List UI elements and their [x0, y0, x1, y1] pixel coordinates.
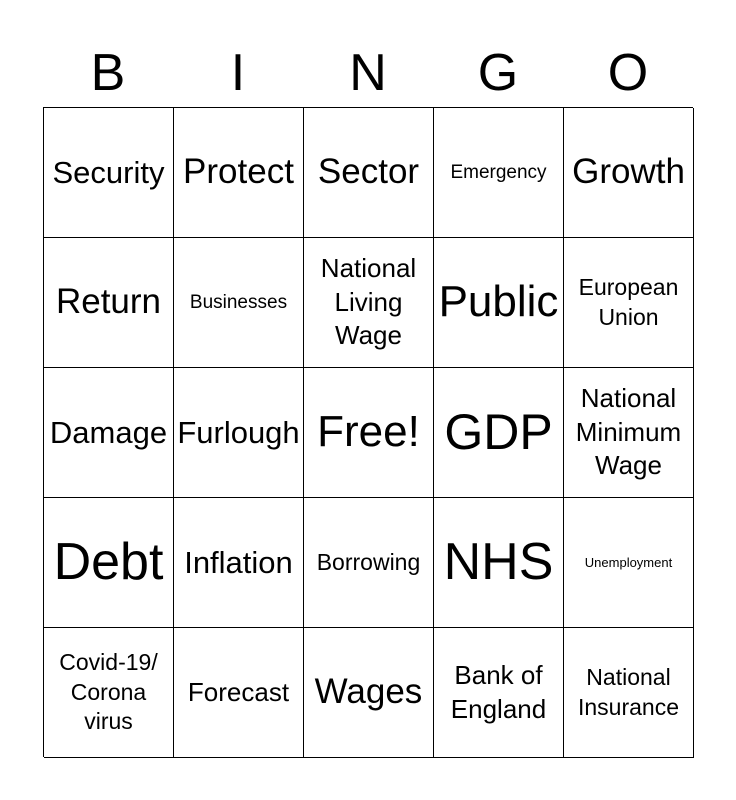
bingo-cell[interactable]: Protect [174, 108, 304, 238]
bingo-cell[interactable]: National Insurance [564, 628, 694, 758]
bingo-cell[interactable]: Emergency [434, 108, 564, 238]
bingo-cell[interactable]: Businesses [174, 238, 304, 368]
bingo-cell[interactable]: Bank of England [434, 628, 564, 758]
bingo-cell[interactable]: European Union [564, 238, 694, 368]
bingo-cell[interactable]: Sector [304, 108, 434, 238]
bingo-cell[interactable]: Furlough [174, 368, 304, 498]
bingo-cell[interactable]: Borrowing [304, 498, 434, 628]
bingo-cell[interactable]: National Living Wage [304, 238, 434, 368]
bingo-cell[interactable]: NHS [434, 498, 564, 628]
bingo-cell[interactable]: Public [434, 238, 564, 368]
bingo-cell[interactable]: Covid-19/ Corona virus [44, 628, 174, 758]
bingo-cell[interactable]: National Minimum Wage [564, 368, 694, 498]
header-letter-o: O [607, 44, 649, 102]
bingo-cell[interactable]: Inflation [174, 498, 304, 628]
bingo-cell[interactable]: GDP [434, 368, 564, 498]
bingo-header [43, 38, 693, 108]
header-letter-g: G [477, 44, 519, 102]
bingo-cell[interactable]: Security [44, 108, 174, 238]
header-letter-n: N [349, 44, 387, 102]
free-space-cell[interactable]: Free! [304, 368, 434, 498]
bingo-cell[interactable]: Wages [304, 628, 434, 758]
bingo-cell[interactable]: Damage [44, 368, 174, 498]
bingo-board [43, 107, 693, 757]
bingo-cell[interactable]: Debt [44, 498, 174, 628]
bingo-cell[interactable]: Return [44, 238, 174, 368]
header-letter-b: B [90, 44, 126, 102]
bingo-cell[interactable]: Unemployment [564, 498, 694, 628]
bingo-cell[interactable]: Forecast [174, 628, 304, 758]
bingo-cell[interactable]: Growth [564, 108, 694, 238]
header-letter-i: I [230, 44, 246, 102]
